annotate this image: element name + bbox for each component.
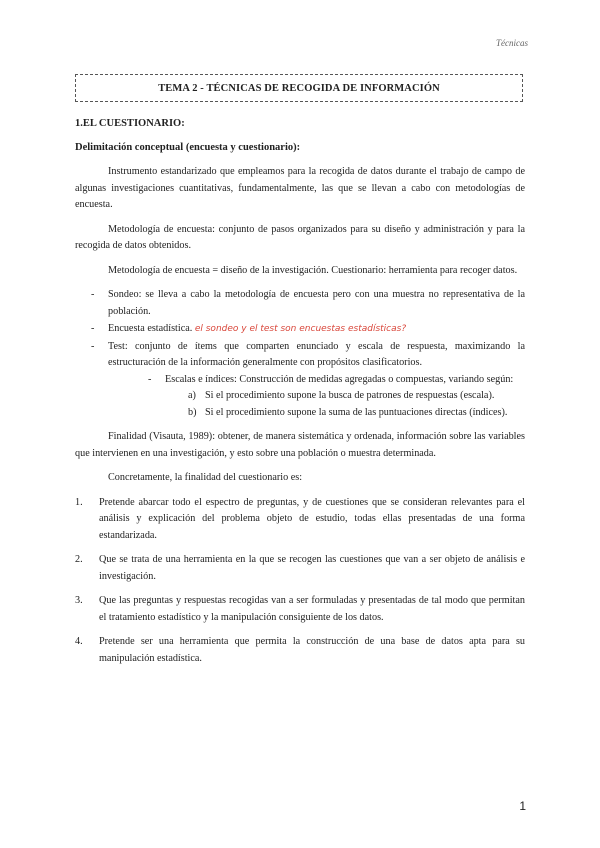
numbered-list (75, 495, 525, 668)
paragraph-definition: Instrumento estandarizado que empleamos para la recogida de datos durante el trabajo de campo de algunas investigaciones cuantitativas, fundamentalmente, las que se llevan a cabo con metodologías de encuesta. (75, 166, 525, 210)
list-item (75, 495, 525, 545)
alpha-marker: a) (188, 390, 196, 401)
list-item-text: Pretende abarcar todo el espectro de preguntas, y de cuestiones que se consideran relevantes para el análisis y explicación del problema objeto de estudio, todas ellas presentadas de una forma estandarizada. (99, 496, 525, 541)
section-heading: 1.EL CUESTIONARIO: (75, 118, 185, 129)
dash-bullet: - (91, 289, 95, 300)
dash-bullet: - (91, 323, 95, 334)
subheading: Delimitación conceptual (encuesta y cuestionario): (75, 141, 301, 153)
running-header: Técnicas (496, 38, 528, 48)
list-item (75, 634, 525, 667)
paragraph-metodologia: Metodología de encuesta: conjunto de pasos organizados para su diseño y administración y para la recogida de datos obtenidos. (75, 223, 525, 251)
list-item-text: Que se trata de una herramienta en la que se recogen las cuestiones que van a ser objeto de análisis e investigación. (99, 554, 525, 582)
list-item-text: Test: conjunto de ítems que comparten enunciado y escala de respuesta, maximizando la estructuración de la información generalmente con propósitos clasificatorios. (108, 340, 525, 368)
list-item-sondeo (75, 287, 525, 320)
dash-bullet: - (91, 340, 95, 352)
document-title: TEMA 2 - TÉCNICAS DE RECOGIDA DE INFORMACIÓN (158, 82, 440, 94)
list-item-text: Si el procedimiento supone la busca de patrones de respuestas (escala). (205, 390, 495, 401)
number-marker: 1. (75, 496, 83, 508)
list-item-escalas (108, 372, 525, 422)
list-item-b (108, 405, 525, 422)
number-marker: 2. (75, 554, 83, 565)
list-item (75, 552, 525, 585)
document-body (75, 116, 525, 675)
list-item (75, 593, 525, 626)
list-item-text: Pretende ser una herramienta que permita la construcción de una base de datos apta para su manipulación estadística. (99, 636, 525, 664)
paragraph-finalidad: Finalidad (Visauta, 1989): obtener, de manera sistemática y ordenada, información sobre las variables que intervienen en una investigación, y esto sobre una población o muestra determinada. (75, 431, 525, 459)
list-item-a (108, 388, 525, 405)
list-item-text: Si el procedimiento supone la suma de las puntuaciones directas (índices). (205, 406, 508, 418)
handwritten-annotation: el sondeo y el test son encuestas estadísticas? (194, 324, 407, 334)
list-item-text: Encuesta estadística. (108, 323, 193, 334)
number-marker: 4. (75, 636, 83, 647)
dash-bullet: - (148, 373, 152, 385)
sub-list (108, 372, 525, 422)
paragraph-concretamente: Concretamente, la finalidad del cuestionario es: (108, 472, 303, 483)
list-item-encuesta (75, 321, 525, 338)
list-item-text: Escalas e índices: Construcción de medidas agregadas o compuestas, variando según: (165, 373, 514, 385)
page-number: 1 (519, 799, 526, 813)
alpha-marker: b) (188, 406, 197, 418)
list-item-text: Sondeo: se lleva a cabo la metodología de encuesta pero con una muestra no representativa de la población. (108, 289, 525, 317)
alpha-list (108, 388, 525, 421)
list-item-text: Que las preguntas y respuestas recogidas van a ser formuladas y presentadas de tal modo que permitan el tratamiento estadístico y la manipulación consiguiente de los datos. (99, 595, 525, 623)
document-title-box (75, 74, 523, 102)
number-marker: 3. (75, 595, 83, 606)
dash-list (75, 287, 525, 421)
paragraph-equivalencia: Metodología de encuesta = diseño de la investigación. Cuestionario: herramienta para recoger datos. (108, 264, 518, 276)
list-item-test (75, 339, 525, 422)
